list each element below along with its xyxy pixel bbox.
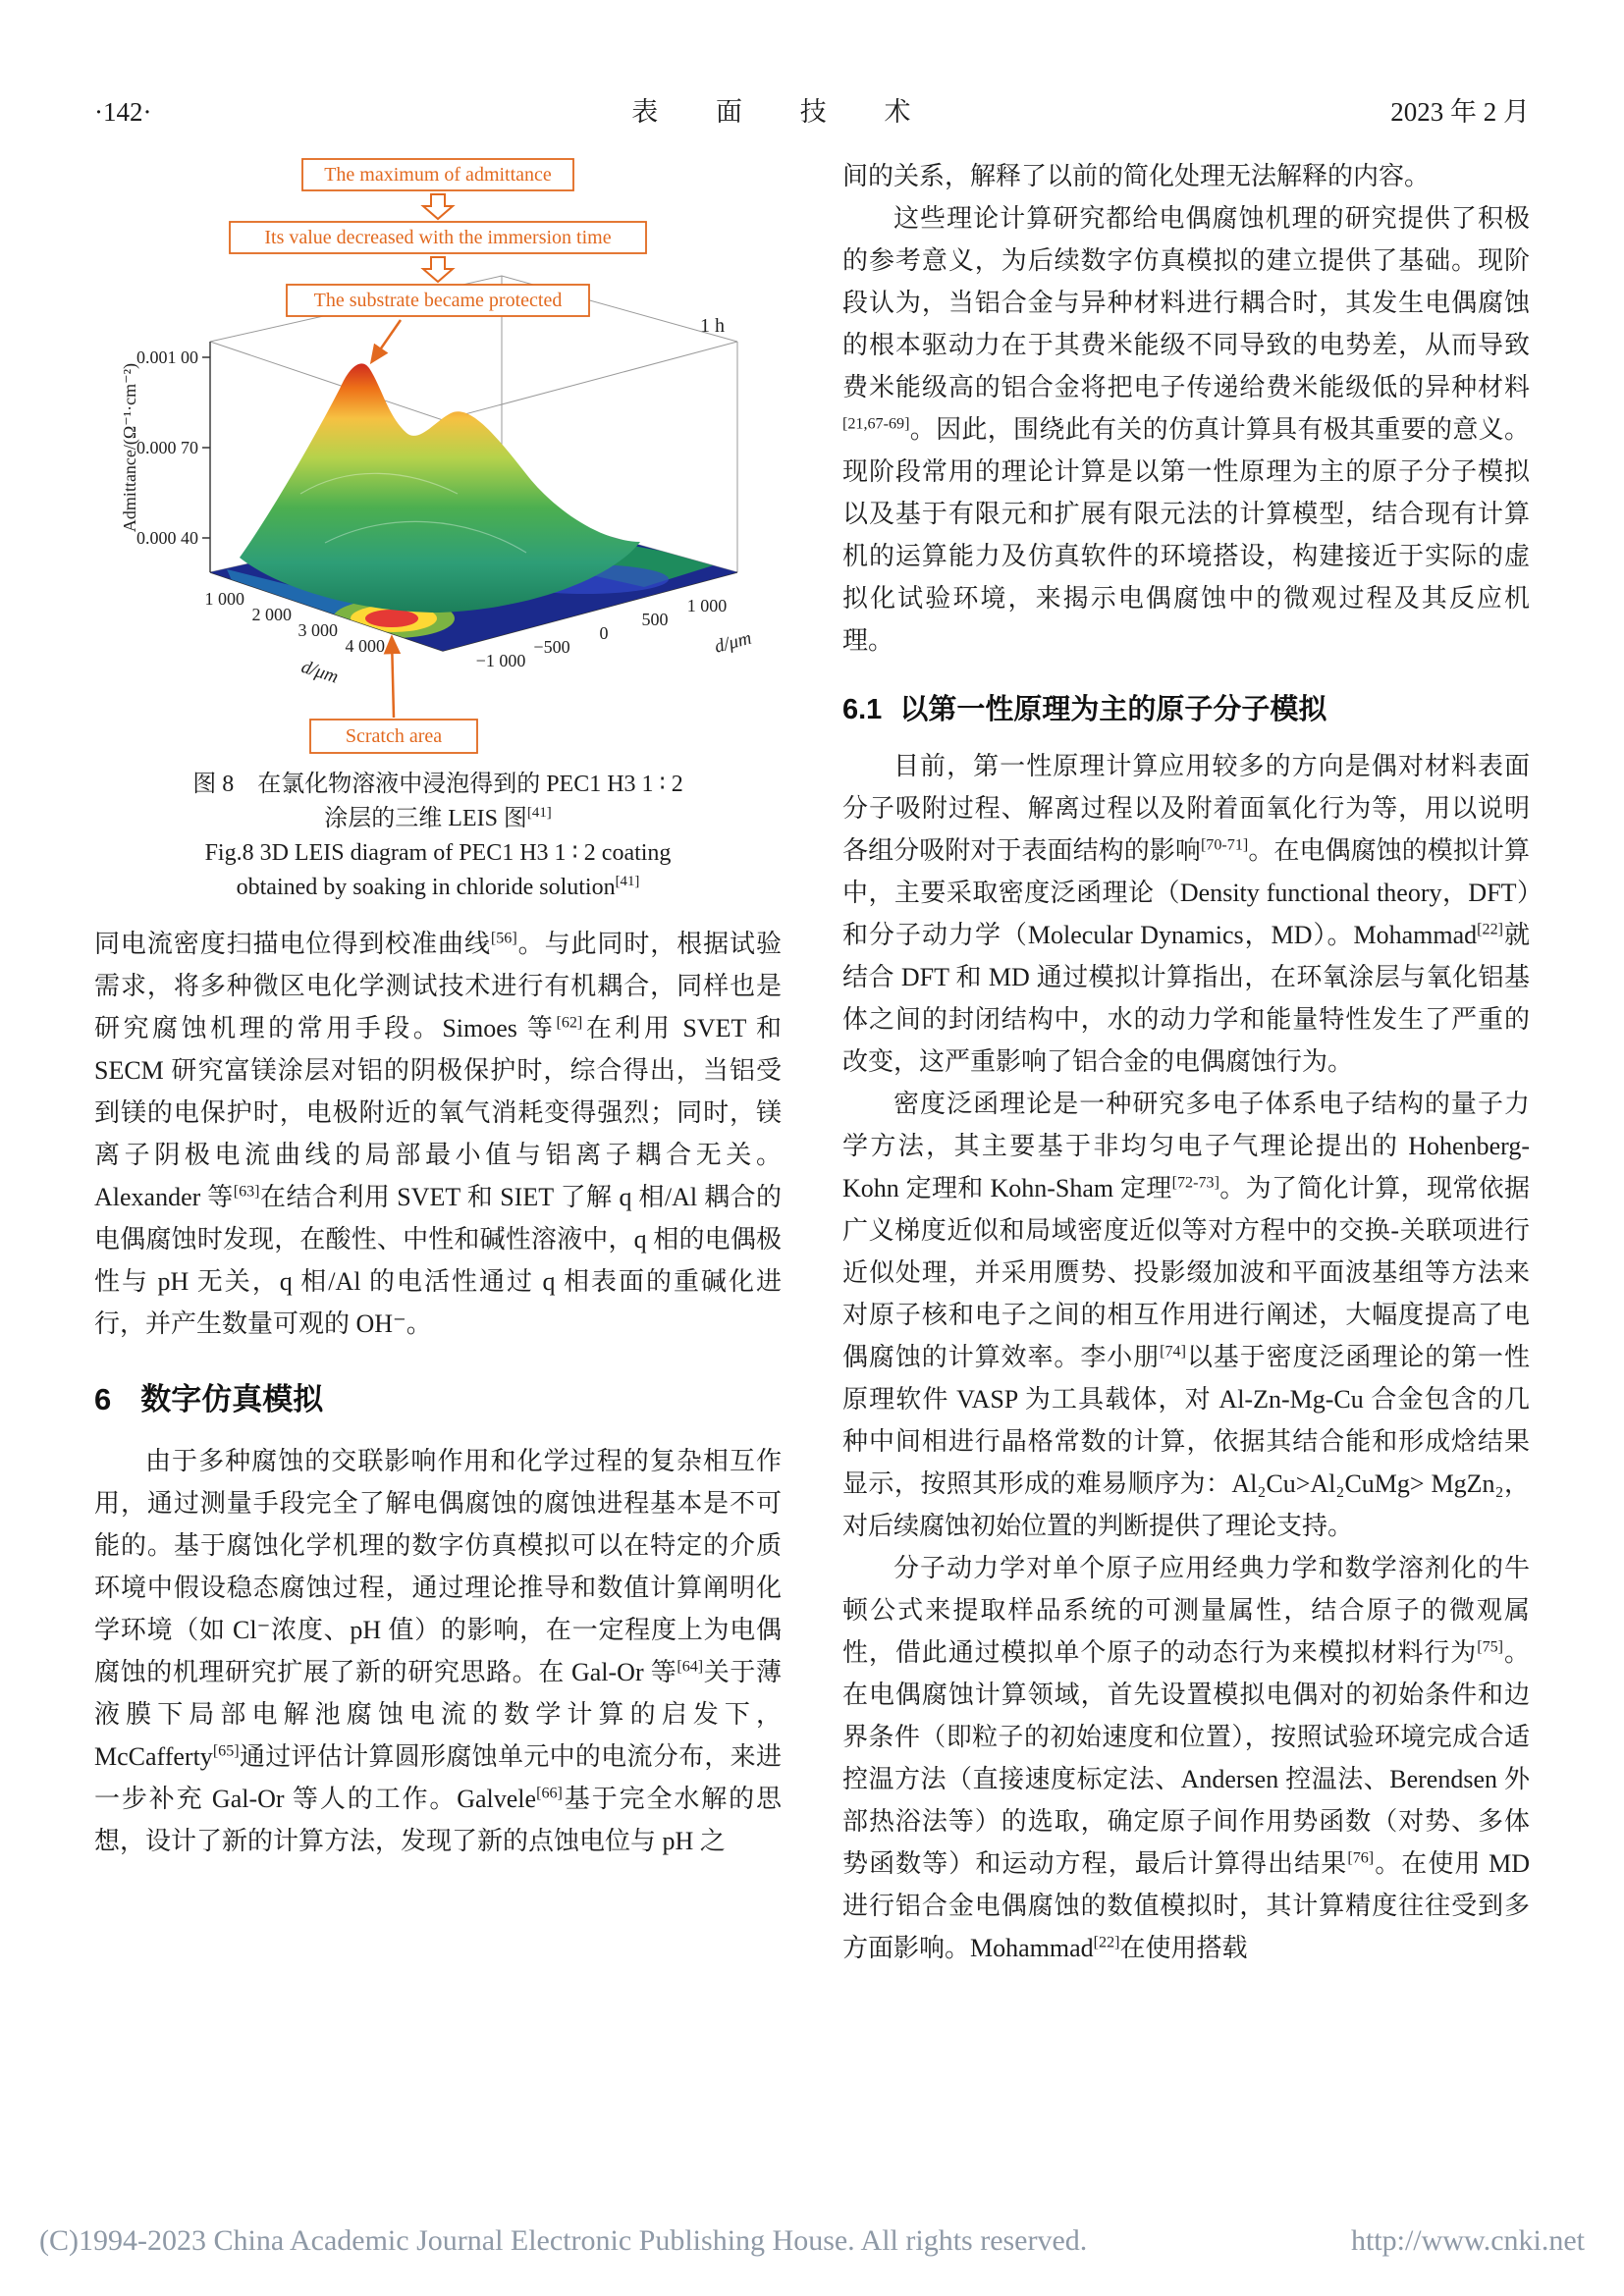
- x-right-axis-label: d/μm: [712, 627, 754, 658]
- admittance-surface: [240, 363, 640, 613]
- paragraph: 由于多种腐蚀的交联影响作用和化学过程的复杂相互作用，通过测量手段完全了解电偶腐蚀的腐蚀进程基本是不可能的。基于腐蚀化学机理的数字仿真模拟可以在特定的介质环境中假设稳态腐蚀过程，通过理论推导和数值计算阐明化学环境（如 Cl⁻浓度、pH 值）的影响，在一定程度上为电偶腐蚀的机理研究扩展了新的研究思路。在 Gal-Or 等[64]关于薄液膜下局部电解池腐蚀电流的数学计算的启发下，McCafferty[65]通过评估计算圆形腐蚀单元中的电流分布，来进一步补充 Gal-Or 等人的工作。Galvele[66]基于完全水解的思想，设计了新的计算方法，发现了新的点蚀电位与 pH 之: [94, 1447, 782, 1855]
- y-tick: 0.001 00: [136, 347, 198, 367]
- section-heading-6: [94, 1374, 782, 1418]
- scratch-area-text: Scratch area: [345, 725, 443, 747]
- x-left-tick: 4 000: [345, 636, 385, 656]
- callout-text-2: Its value decreased with the immersion time: [264, 227, 612, 248]
- section-heading-6-1: [842, 687, 1530, 727]
- x-left-tick: 3 000: [298, 620, 338, 640]
- down-arrow-icon: [423, 257, 453, 282]
- down-arrow-icon: [423, 194, 453, 219]
- paragraph: 这些理论计算研究都给电偶腐蚀机理的研究提供了积极的参考意义，为后续数字仿真模拟的建立提供了基础。现阶段认为，当铝合金与异种材料进行耦合时，其发生电偶腐蚀的根本驱动力在于其费米能级不同导致的电势差，从而导致费米能级高的铝合金将把电子传递给费米能级低的异种材料[21,67-69]。因此，围绕此有关的仿真计算具有极其重要的意义。现阶段常用的理论计算是以第一性原理为主的原子分子模拟以及基于有限元和扩展有限元法的计算模型，结合现有计算机的运算能力及仿真软件的环境搭设，构建接近于实际的虚拟化试验环境，来揭示电偶腐蚀中的微观过程及其反应机理。: [842, 204, 1530, 655]
- y-axis-label: Admittance/(Ω⁻¹·cm⁻²): [120, 362, 139, 533]
- x-left-tick: 2 000: [251, 605, 292, 624]
- footer-url: http://www.cnki.net: [1350, 2224, 1585, 2257]
- x-left-tick: 1 000: [204, 589, 244, 609]
- section-title: 以第一性原理为主的原子分子模拟: [899, 694, 1327, 725]
- peak-pointer-arrow-icon: [372, 320, 401, 361]
- y-tick: 0.000 70: [136, 438, 198, 457]
- two-column-body: [94, 155, 1530, 1969]
- section-number: 6: [94, 1382, 112, 1416]
- issue-date: 2023 年 2 月: [1390, 97, 1530, 127]
- paragraph: 分子动力学对单个原子应用经典力学和数学溶剂化的牛顿公式来提取样品系统的可测量属性，结合原子的微观属性，借此通过模拟单个原子的动态行为来模拟材料行为[75]。在电偶腐蚀计算领域，首先设置模拟电偶对的初始条件和边界条件（即粒子的初始速度和位置），按照试验环境完成合适控温方法（直接速度标定法、Andersen 控温法、Berendsen 外部热浴法等）的选取，确定原子间作用势函数（对势、多体势函数等）和运动方程，最后计算得出结果[76]。在使用 MD 进行铝合金电偶腐蚀的数值模拟时，其计算精度往往受到多方面影响。Mohammad[22]在使用搭载: [842, 1554, 1530, 1962]
- paragraph: 密度泛函理论是一种研究多电子体系电子结构的量子力学方法，其主要基于非均匀电子气理论提出的 Hohenberg-Kohn 定理和 Kohn-Sham 定理[72-73]。为了简化计算，现常依据广义梯度近似和局域密度近似等对方程中的交换-关联项进行近似处理，并采用赝势、投影缀加波和平面波基组等方法来对原子核和电子之间的相互作用进行阐述，大幅度提高了电偶腐蚀的计算效率。李小朋[74]以基于密度泛函理论的第一性原理软件 VASP 为工具载体，对 Al-Zn-Mg-Cu 合金包含的几种中间相进行晶格常数的计算，依据其结合能和形成焓结果显示，按照其形成的难易顺序为：Al₂Cu>Al₂CuMg> MgZn₂，对后续腐蚀初始位置的判断提供了理论支持。: [842, 1090, 1530, 1540]
- figure-caption: [94, 768, 782, 905]
- journal-title: 表 面 技 术: [631, 97, 937, 127]
- x-right-tick: −500: [533, 637, 570, 657]
- figure-8: [94, 155, 782, 905]
- right-column: [842, 155, 1530, 1969]
- figure-caption-en-line1: Fig.8 3D LEIS diagram of PEC1 H3 1 ∶ 2 coating: [204, 840, 672, 866]
- section-number: 6.1: [842, 694, 883, 725]
- scratch-pointer-arrow-icon: [392, 638, 394, 718]
- x-right-tick: −1 000: [475, 651, 526, 670]
- paragraph: 同电流密度扫描电位得到校准曲线[56]。与此同时，根据试验需求，将多种微区电化学测试技术进行有机耦合，同样也是研究腐蚀机理的常用手段。Simoes 等[62]在利用 SVET 和 SECM 研究富镁涂层对铝的阴极保护时，综合得出，当铝受到镁的电保护时，电极附近的氧气消耗变得强烈；同时，镁离子阴极电流曲线的局部最小值与铝离子耦合无关。Alexander 等[63]在结合利用 SVET 和 SIET 了解 q 相/Al 耦合的电偶腐蚀时发现，在酸性、中性和碱性溶液中，q 相的电偶极性与 pH 无关，q 相/Al 的电活性通过 q 相表面的重碱化进行，并产生数量可观的 OH⁻。: [94, 930, 782, 1338]
- paragraph: 目前，第一性原理计算应用较多的方向是偶对材料表面分子吸附过程、解离过程以及附着面氧化行为等，用以说明各组分吸附对于表面结构的影响[70-71]。在电偶腐蚀的模拟计算中，主要采取密度泛函理论（Density functional theory，DFT）和分子动力学（Molecular Dynamics，MD）。Mohammad[22]就结合 DFT 和 MD 通过模拟计算指出，在环氧涂层与氧化铝基体之间的封闭结构中，水的动力学和能量特性发生了严重的改变，这严重影响了铝合金的电偶腐蚀行为。: [842, 752, 1530, 1076]
- left-column: [94, 155, 782, 1969]
- footer-copyright: (C)1994-2023 China Academic Journal Electronic Publishing House. All rights reserved.: [39, 2224, 1088, 2257]
- figure-caption-cn-line1: 图 8 在氯化物溶液中浸泡得到的 PEC1 H3 1 ∶ 2: [192, 772, 683, 797]
- x-right-tick: 1 000: [686, 596, 728, 615]
- x-right-tick: 0: [599, 623, 609, 643]
- page-number: ·142·: [94, 97, 152, 127]
- callout-text-1: The maximum of admittance: [324, 164, 552, 186]
- x-left-axis-label: d/μm: [298, 656, 342, 688]
- leis-3d-plot: [94, 155, 782, 764]
- figure-caption-cn-line2: 涂层的三维 LEIS 图[41]: [324, 805, 552, 831]
- paragraph: 间的关系，解释了以前的简化处理无法解释的内容。: [842, 162, 1431, 190]
- y-tick: 0.000 40: [136, 528, 198, 548]
- section-title: 数字仿真模拟: [140, 1382, 324, 1416]
- page-header: [94, 90, 1530, 129]
- immersion-time-label: 1 h: [700, 315, 725, 337]
- figure-caption-en-line2: obtained by soaking in chloride solution[41]: [236, 874, 640, 900]
- x-right-tick: 500: [641, 610, 669, 629]
- page-footer: [39, 2224, 1585, 2258]
- callout-text-3: The substrate became protected: [313, 290, 563, 311]
- scratch-spot-core: [365, 610, 418, 627]
